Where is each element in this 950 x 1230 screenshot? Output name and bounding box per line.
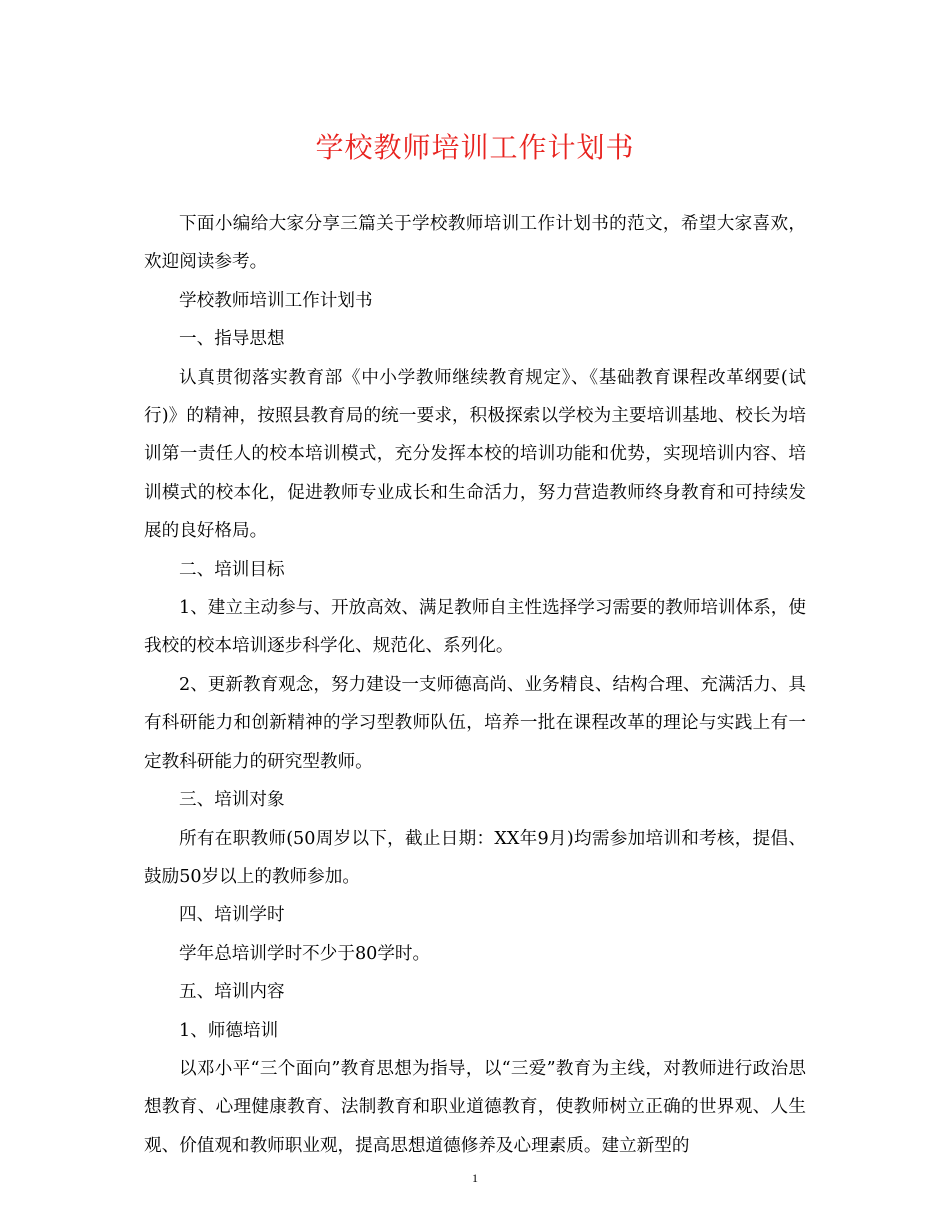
paragraph-guiding-ideology: 认真贯彻落实教育部《中小学教师继续教育规定》、《基础教育课程改革纲要(试行)》的精神，按照县教育局的统一要求，积极探索以学校为主要培训基地、校长为培训第一责任人的校本培训模式，充分发挥本校的培训功能和优势，实现培训内容、培训模式的校本化，促进教师专业成长和生命活力，努力营造教师终身教育和可持续发展的良好格局。 [144,367,806,542]
paragraph-goal-2: 2、更新教育观念，努力建设一支师德高尚、业务精良、结构合理、充满活力、具有科研能力和创新精神的学习型教师队伍，培养一批在课程改革的理论与实践上有一定教科研能力的研究型教师。 [144,674,806,772]
heading-guiding-ideology: 一、指导思想 [179,329,285,350]
page-number: 1 [472,1171,478,1185]
paragraph-ethics-training: 以邓小平“三个面向”教育思想为指导，以“三爱”教育为主线，对教师进行政治思想教育、心理健康教育、法制教育和职业道德教育，使教师树立正确的世界观、人生观、价值观和教师职业观，提高思想道德修养及心理素质。建立新型的 [144,1058,806,1156]
paragraph-goal-1: 1、建立主动参与、开放高效、满足教师自主性选择学习需要的教师培训体系，使我校的校本培训逐步科学化、规范化、系列化。 [144,598,806,657]
document-title: 学校教师培训工作计划书 [315,131,635,164]
paragraph-training-hours: 学年总培训学时不少于80学时。 [179,943,431,964]
document-body [144,205,806,1165]
section-title: 学校教师培训工作计划书 [179,290,373,311]
heading-training-targets: 三、培训对象 [179,790,285,811]
heading-training-hours: 四、培训学时 [179,905,285,926]
intro-paragraph: 下面小编给大家分享三篇关于学校教师培训工作计划书的范文，希望大家喜欢，欢迎阅读参考。 [144,214,806,273]
subheading-ethics-training: 1、师德培训 [179,1020,279,1041]
heading-training-goals: 二、培训目标 [179,559,285,580]
paragraph-training-targets: 所有在职教师(50周岁以下，截止日期：XX年9月)均需参加培训和考核，提倡、鼓励50岁以上的教师参加。 [144,828,806,887]
heading-training-content: 五、培训内容 [179,982,285,1003]
